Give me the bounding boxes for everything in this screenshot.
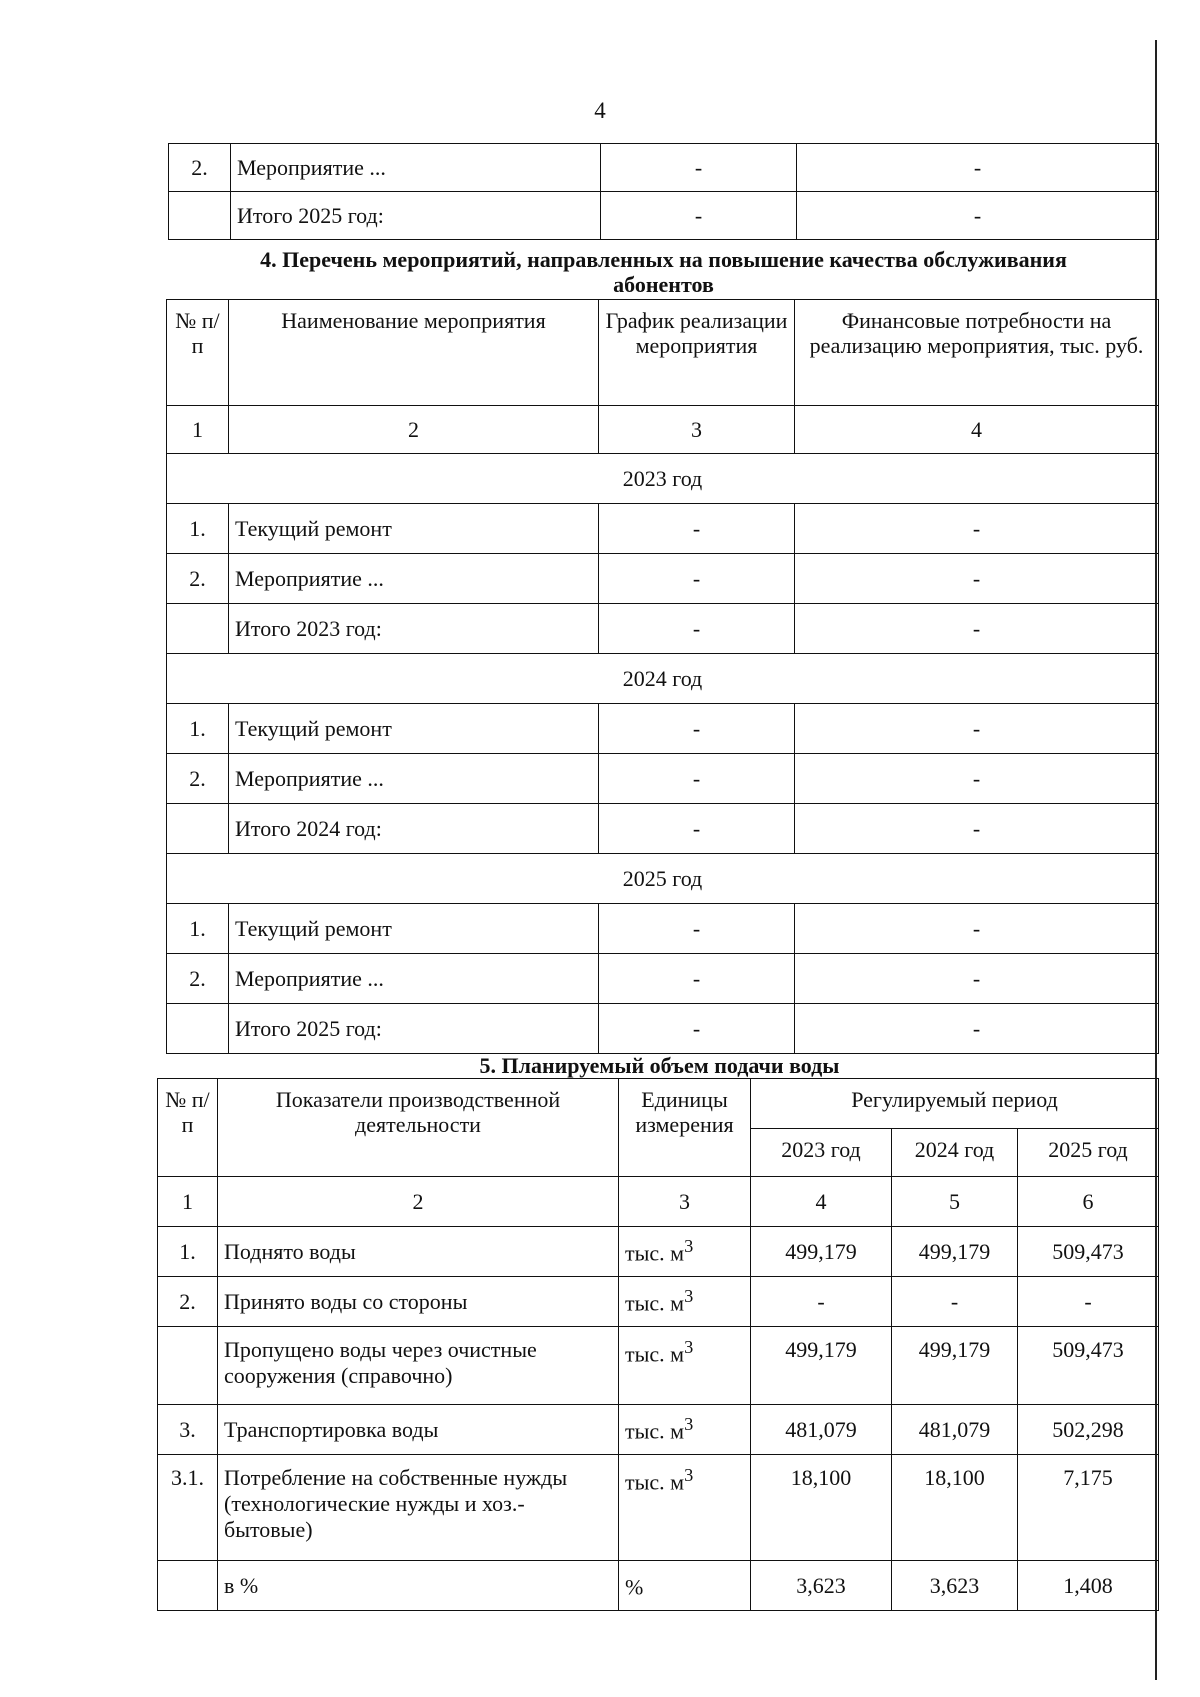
row-schedule: -	[599, 954, 795, 1004]
row-schedule: -	[599, 554, 795, 604]
row-num	[167, 604, 229, 654]
section4-title-line2: абонентов	[613, 272, 714, 297]
column-number-row	[158, 1177, 1159, 1227]
section4-title-line1: 4. Перечень мероприятий, направленных на повышение качества обслуживания	[260, 247, 1067, 272]
value-2025: 1,408	[1018, 1561, 1159, 1611]
section4-title	[168, 247, 1159, 297]
table-row	[158, 1277, 1159, 1327]
section4-table	[166, 299, 1159, 1054]
column-number-row	[167, 406, 1159, 454]
row-schedule: -	[601, 144, 797, 192]
row-indicator: Принято воды со стороны	[218, 1277, 619, 1327]
row-name: Мероприятие ...	[231, 144, 601, 192]
row-num	[167, 1004, 229, 1054]
row-indicator: в %	[218, 1561, 619, 1611]
header-indicator: Показатели производственной деятельности	[218, 1079, 619, 1177]
row-name: Текущий ремонт	[229, 704, 599, 754]
table-row	[169, 192, 1159, 240]
row-indicator: Потребление на собственные нужды (технологические нужды и хоз.-бытовые)	[218, 1455, 619, 1561]
table-row	[158, 1561, 1159, 1611]
row-indicator: Транспортировка воды	[218, 1405, 619, 1455]
header-year-2024: 2024 год	[892, 1129, 1018, 1177]
row-unit	[619, 1227, 751, 1277]
row-finance: -	[795, 554, 1159, 604]
header-finance: Финансовые потребности на реализацию мероприятия, тыс. руб.	[795, 300, 1159, 406]
row-finance: -	[795, 954, 1159, 1004]
section5-table	[157, 1078, 1159, 1611]
row-name: Мероприятие ...	[229, 754, 599, 804]
row-schedule: -	[599, 704, 795, 754]
col-number: 1	[158, 1177, 218, 1227]
value-2025: -	[1018, 1277, 1159, 1327]
row-finance: -	[795, 1004, 1159, 1054]
value-2024: 499,179	[892, 1327, 1018, 1405]
col-number: 1	[167, 406, 229, 454]
table-row	[167, 954, 1159, 1004]
table-row	[167, 804, 1159, 854]
table-row	[167, 1004, 1159, 1054]
unit-text: тыс. м	[625, 1341, 685, 1367]
table-header-row	[167, 300, 1159, 406]
row-schedule: -	[599, 904, 795, 954]
unit-exponent: 3	[684, 1286, 694, 1307]
header-name: Наименование мероприятия	[229, 300, 599, 406]
value-2024: 18,100	[892, 1455, 1018, 1561]
value-2024: 499,179	[892, 1227, 1018, 1277]
col-number: 2	[218, 1177, 619, 1227]
row-finance: -	[795, 604, 1159, 654]
value-2025: 502,298	[1018, 1405, 1159, 1455]
unit-exponent: 3	[684, 1337, 694, 1357]
row-name: Итого 2024 год:	[229, 804, 599, 854]
table-row	[167, 704, 1159, 754]
row-indicator: Пропущено воды через очистные сооружения (справочно)	[218, 1327, 619, 1405]
header-num: № п/п	[158, 1079, 218, 1177]
row-finance: -	[795, 504, 1159, 554]
table-row	[158, 1327, 1159, 1405]
header-num: № п/п	[167, 300, 229, 406]
header-year-2023: 2023 год	[751, 1129, 892, 1177]
col-number: 4	[751, 1177, 892, 1227]
table3-tail	[168, 143, 1159, 240]
year-label: 2024 год	[167, 654, 1159, 704]
section5-title: 5. Планируемый объем подачи воды	[479, 1053, 840, 1078]
row-schedule: -	[599, 1004, 795, 1054]
col-number: 2	[229, 406, 599, 454]
row-schedule: -	[599, 754, 795, 804]
unit-text: тыс. м	[625, 1469, 685, 1495]
row-num: 1.	[167, 904, 229, 954]
row-name: Мероприятие ...	[229, 554, 599, 604]
row-schedule: -	[599, 604, 795, 654]
value-2025: 509,473	[1018, 1227, 1159, 1277]
row-num	[158, 1327, 218, 1405]
row-num: 1.	[167, 704, 229, 754]
row-num: 1.	[167, 504, 229, 554]
row-num: 2.	[167, 954, 229, 1004]
unit-text: тыс. м	[625, 1418, 685, 1444]
row-unit	[619, 1561, 751, 1611]
row-finance: -	[795, 804, 1159, 854]
col-number: 3	[619, 1177, 751, 1227]
row-name: Текущий ремонт	[229, 904, 599, 954]
row-unit	[619, 1455, 751, 1561]
value-2024: 481,079	[892, 1405, 1018, 1455]
row-num: 2.	[169, 144, 231, 192]
unit-text: тыс. м	[625, 1290, 685, 1316]
row-finance: -	[797, 144, 1159, 192]
value-2024: 3,623	[892, 1561, 1018, 1611]
row-name: Итого 2025 год:	[231, 192, 601, 240]
header-unit: Единицы измерения	[619, 1079, 751, 1177]
table-row	[167, 504, 1159, 554]
row-finance: -	[797, 192, 1159, 240]
row-num	[167, 804, 229, 854]
row-num	[169, 192, 231, 240]
row-unit	[619, 1327, 751, 1405]
row-num: 2.	[167, 554, 229, 604]
row-num: 2.	[158, 1277, 218, 1327]
page-number: 4	[594, 98, 606, 123]
value-2023: 18,100	[751, 1455, 892, 1561]
table-header-row	[158, 1079, 1159, 1129]
row-indicator: Поднято воды	[218, 1227, 619, 1277]
header-year-2025: 2025 год	[1018, 1129, 1159, 1177]
year-row	[167, 854, 1159, 904]
row-num: 3.	[158, 1405, 218, 1455]
value-2023: 481,079	[751, 1405, 892, 1455]
table-row	[167, 554, 1159, 604]
col-number: 6	[1018, 1177, 1159, 1227]
header-period: Регулируемый период	[751, 1079, 1159, 1129]
header-schedule: График реализации мероприятия	[599, 300, 795, 406]
row-num: 3.1.	[158, 1455, 218, 1561]
value-2025: 509,473	[1018, 1327, 1159, 1405]
table-row	[158, 1405, 1159, 1455]
value-2025: 7,175	[1018, 1455, 1159, 1561]
row-name: Текущий ремонт	[229, 504, 599, 554]
unit-text: %	[625, 1574, 644, 1600]
table-row	[158, 1455, 1159, 1561]
year-label: 2023 год	[167, 454, 1159, 504]
row-num: 1.	[158, 1227, 218, 1277]
row-finance: -	[795, 904, 1159, 954]
value-2024: -	[892, 1277, 1018, 1327]
value-2023: 499,179	[751, 1227, 892, 1277]
table-row	[169, 144, 1159, 192]
col-number: 3	[599, 406, 795, 454]
year-label: 2025 год	[167, 854, 1159, 904]
col-number: 4	[795, 406, 1159, 454]
table-row	[158, 1227, 1159, 1277]
row-finance: -	[795, 704, 1159, 754]
row-name: Мероприятие ...	[229, 954, 599, 1004]
row-finance: -	[795, 754, 1159, 804]
table-row	[167, 904, 1159, 954]
unit-exponent: 3	[684, 1236, 694, 1257]
value-2023: -	[751, 1277, 892, 1327]
table-row	[167, 604, 1159, 654]
row-name: Итого 2025 год:	[229, 1004, 599, 1054]
unit-exponent: 3	[684, 1465, 694, 1485]
row-schedule: -	[599, 504, 795, 554]
row-unit	[619, 1277, 751, 1327]
table-row	[167, 754, 1159, 804]
year-row	[167, 654, 1159, 704]
row-schedule: -	[599, 804, 795, 854]
unit-exponent: 3	[684, 1414, 694, 1435]
value-2023: 3,623	[751, 1561, 892, 1611]
year-row	[167, 454, 1159, 504]
row-unit	[619, 1405, 751, 1455]
unit-text: тыс. м	[625, 1240, 685, 1266]
row-num	[158, 1561, 218, 1611]
col-number: 5	[892, 1177, 1018, 1227]
row-schedule: -	[601, 192, 797, 240]
row-num: 2.	[167, 754, 229, 804]
row-name: Итого 2023 год:	[229, 604, 599, 654]
value-2023: 499,179	[751, 1327, 892, 1405]
